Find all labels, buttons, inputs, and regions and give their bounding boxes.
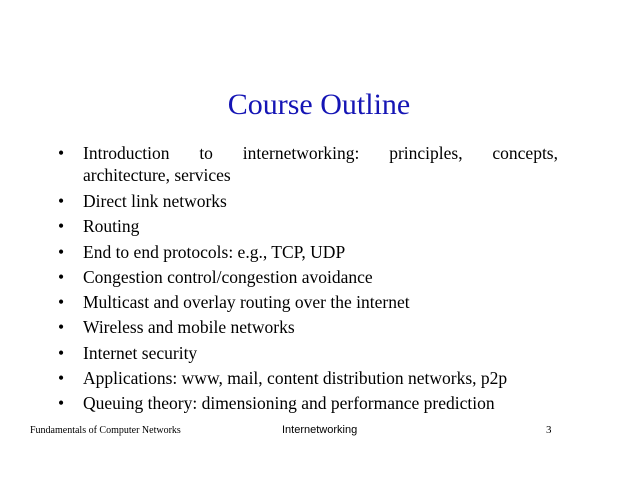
bullet-list	[58, 142, 558, 417]
bullet-text: Multicast and overlay routing over the internet	[83, 292, 410, 313]
bullet-item	[58, 240, 558, 265]
bullet-item	[58, 391, 558, 416]
bullet-text: Internet security	[83, 342, 198, 363]
bullet-dot: •	[58, 266, 65, 287]
bullet-dot: •	[58, 143, 65, 163]
bullet-dot: •	[58, 342, 65, 363]
bullet-item	[58, 214, 558, 239]
bullet-item	[58, 142, 558, 186]
bullet-text: Applications: www, mail, content distribution networks, p2p	[83, 368, 508, 389]
bullet-item	[58, 341, 558, 366]
footer-section-title: Internetworking	[282, 424, 358, 436]
footer-page-number: 3	[546, 424, 552, 436]
bullet-dot: •	[58, 317, 65, 338]
bullet-text: Congestion control/congestion avoidance	[83, 266, 373, 287]
bullet-dot: •	[58, 216, 65, 237]
bullet-dot: •	[58, 191, 65, 211]
bullet-dot: •	[58, 241, 65, 262]
bullet-item	[58, 315, 558, 340]
bullet-item	[58, 189, 558, 214]
bullet-item	[58, 265, 558, 290]
bullet-text: Routing	[83, 216, 140, 237]
bullet-text: Wireless and mobile networks	[83, 317, 295, 338]
bullet-text-line-1: Introduction to internetworking: principles, concepts,	[83, 143, 558, 163]
bullet-dot: •	[58, 393, 65, 414]
slide-title: Course Outline	[227, 88, 411, 121]
bullet-item	[58, 366, 558, 391]
bullet-item	[58, 290, 558, 315]
footer-course-name: Fundamentals of Computer Networks	[30, 425, 181, 436]
bullet-text-line-2: architecture, services	[83, 165, 231, 185]
bullet-dot: •	[58, 368, 65, 389]
bullet-dot: •	[58, 292, 65, 313]
bullet-text: End to end protocols: e.g., TCP, UDP	[83, 241, 346, 262]
bullet-text: Direct link networks	[83, 191, 227, 211]
bullet-text: Queuing theory: dimensioning and performance prediction	[83, 393, 495, 414]
